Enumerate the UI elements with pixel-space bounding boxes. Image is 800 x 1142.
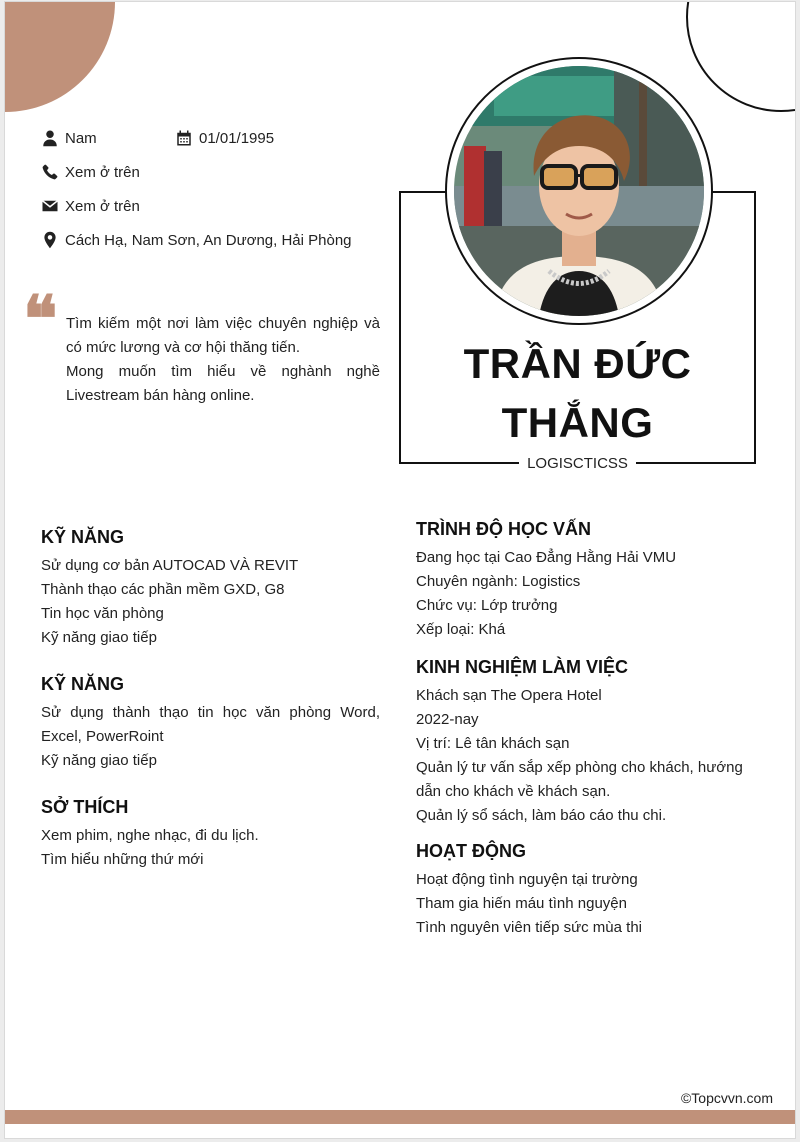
- section-item: Chức vụ: Lớp trưởng: [416, 597, 558, 614]
- contact-birthday: [175, 129, 274, 147]
- address-text: Cách Hạ, Nam Sơn, An Dương, Hải Phòng: [65, 231, 352, 249]
- section-title: HOẠT ĐỘNG: [416, 841, 526, 861]
- section-item: Thành thạo các phần mềm GXD, G8: [41, 581, 285, 598]
- cv-page: [4, 1, 796, 1139]
- section-item: Tình nguyên viên tiếp sức mùa thi: [416, 919, 642, 936]
- section-item: Tham gia hiến máu tình nguyện: [416, 895, 627, 912]
- phone-text: Xem ở trên: [65, 163, 140, 181]
- section-title: TRÌNH ĐỘ HỌC VẤN: [416, 519, 591, 539]
- quote-mark-icon: ❝: [23, 282, 58, 357]
- section-title: KỸ NĂNG: [41, 674, 125, 694]
- name-line-1: TRẦN ĐỨC: [463, 340, 692, 387]
- avatar-photo: [454, 66, 704, 316]
- name-line-2: THẮNG: [501, 399, 654, 446]
- objective-line: Mong muốn tìm hiểu về nghành nghề Livestream bán hàng online.: [66, 363, 380, 404]
- section-item: Kỹ năng giao tiếp: [41, 629, 157, 646]
- section-item: Xem phim, nghe nhạc, đi du lịch.: [41, 827, 259, 844]
- section-item: Vị trí: Lê tân khách sạn: [416, 735, 570, 752]
- section-skills-2: [41, 673, 380, 773]
- section-item: Xếp loại: Khá: [416, 621, 506, 638]
- section-education: [416, 518, 761, 642]
- bottom-accent-bar: [5, 1110, 795, 1124]
- section-item: Tìm hiểu những thứ mới: [41, 851, 204, 868]
- section-item: 2022-nay: [416, 711, 479, 728]
- decorative-circle-top-left: [4, 1, 115, 112]
- avatar: [454, 66, 704, 316]
- career-objective: [66, 312, 380, 408]
- location-pin-icon: [41, 231, 59, 249]
- section-skills-1: [41, 526, 380, 650]
- section-item: Hoạt động tình nguyện tại trường: [416, 871, 638, 888]
- candidate-name: [399, 334, 756, 452]
- section-item: Sử dụng cơ bản AUTOCAD VÀ REVIT: [41, 557, 299, 574]
- section-item: Quản lý tư vấn sắp xếp phòng cho khách, hướng dẫn cho khách về khách sạn.: [416, 759, 743, 800]
- contact-address: [41, 231, 352, 249]
- contact-phone: [41, 163, 140, 181]
- copyright-text: ©Topcvvn.com: [680, 1090, 773, 1106]
- section-item: Sử dụng thành thạo tin học văn phòng Word, Excel, PowerRoint: [41, 704, 380, 745]
- section-item: Đang học tại Cao Đẳng Hằng Hải VMU: [416, 549, 677, 566]
- section-item: Quản lý sổ sách, làm báo cáo thu chi.: [416, 807, 667, 824]
- calendar-icon: [175, 129, 193, 147]
- person-icon: [41, 129, 59, 147]
- job-title: LOGISCTICSS: [519, 454, 636, 474]
- section-item: Kỹ năng giao tiếp: [41, 752, 157, 769]
- section-title: SỞ THÍCH: [41, 797, 129, 817]
- section-title: KINH NGHIỆM LÀM VIỆC: [416, 657, 629, 677]
- contact-gender: [41, 129, 97, 147]
- objective-line: Tìm kiếm một nơi làm việc chuyên nghiệp và có mức lương và cơ hội thăng tiến.: [66, 315, 380, 356]
- section-title: KỸ NĂNG: [41, 527, 125, 547]
- section-item: Khách sạn The Opera Hotel: [416, 687, 602, 704]
- section-hobbies: [41, 796, 380, 872]
- mail-icon: [41, 197, 59, 215]
- contact-email: [41, 197, 140, 215]
- decorative-circle-top-right: [686, 1, 796, 112]
- gender-text: Nam: [65, 129, 97, 147]
- section-work-experience: [416, 656, 761, 828]
- email-text: Xem ở trên: [65, 197, 140, 215]
- birthday-text: 01/01/1995: [199, 129, 275, 147]
- section-item: Chuyên ngành: Logistics: [416, 573, 581, 590]
- section-item: Tin học văn phòng: [41, 605, 164, 622]
- section-activities: [416, 840, 761, 940]
- phone-icon: [41, 163, 59, 181]
